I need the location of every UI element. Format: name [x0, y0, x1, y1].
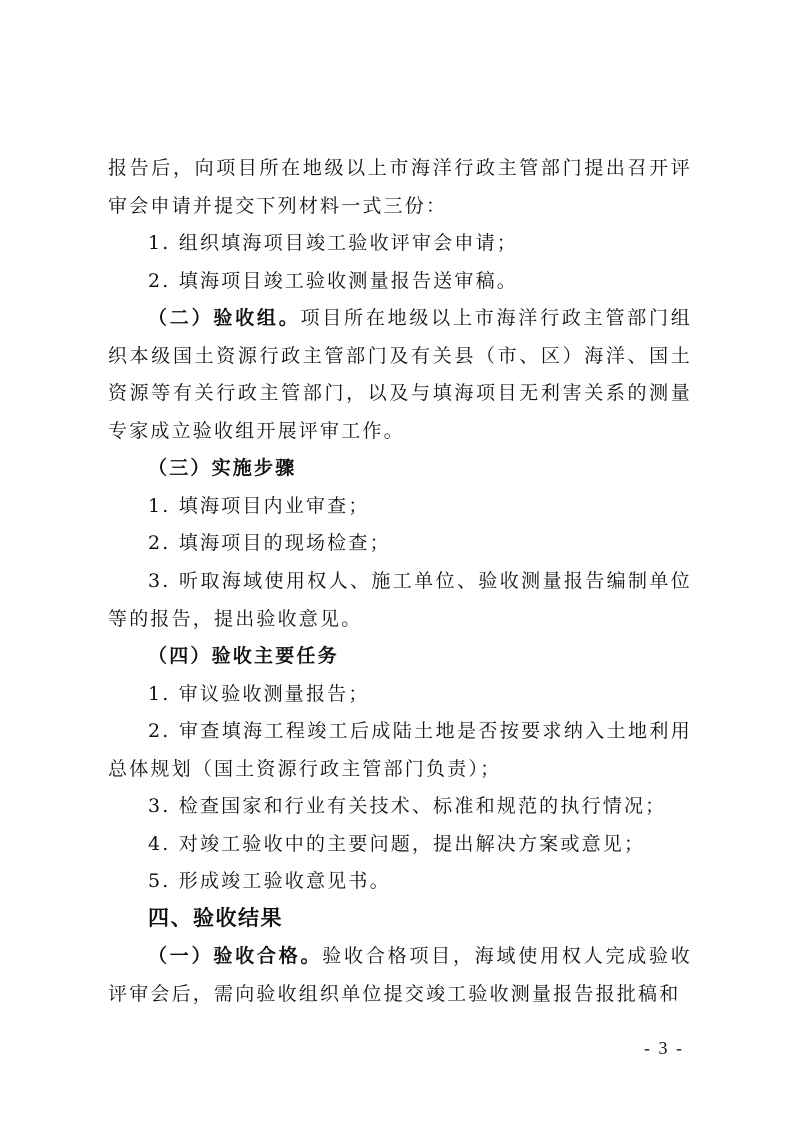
- section-heading-acceptance-results: 四、验收结果: [148, 906, 283, 930]
- list-item-task-3: 3. 检查国家和行业有关技术、标准和规范的执行情况；: [148, 795, 667, 817]
- paragraph-submission-materials: 报告后，向项目所在地级以上市海洋行政主管部门提出召开评审会申请并提交下列材料一式三份：: [108, 157, 692, 217]
- list-item-step-2: 2. 填海项目的现场检查；: [148, 532, 391, 554]
- list-item-step-1: 1. 填海项目内业审查；: [148, 495, 370, 517]
- page-number: - 3 -: [644, 1038, 684, 1058]
- section-lead-acceptance-group: （二）验收组。: [148, 307, 301, 329]
- list-item-task-4: 4. 对竣工验收中的主要问题，提出解决方案或意见；: [148, 833, 646, 855]
- paragraph-acceptance-group: [108, 300, 692, 450]
- subheading-main-tasks: （四）验收主要任务: [148, 645, 339, 667]
- list-item-2: 2. 填海项目竣工验收测量报告送审稿。: [148, 270, 518, 292]
- list-item-step-3: 3. 听取海域使用权人、施工单位、验收测量报告编制单位等的报告，提出验收意见。: [108, 570, 692, 630]
- section-lead-acceptance-passed: （一）验收合格。: [148, 945, 323, 967]
- list-item-task-2: 2. 审查填海工程竣工后成陆土地是否按要求纳入土地利用总体规划（国土资源行政主管部门负责）；: [108, 720, 692, 780]
- list-item-task-1: 1. 审议验收测量报告；: [148, 683, 370, 705]
- list-item-task-5: 5. 形成竣工验收意见书。: [148, 870, 391, 892]
- paragraph-acceptance-passed: [108, 938, 692, 1013]
- list-item-1: 1. 组织填海项目竣工验收评审会申请；: [148, 232, 518, 254]
- subheading-implementation-steps: （三）实施步骤: [148, 457, 297, 479]
- section-body-acceptance-passed: 验收合格项目，海域使用权人完成验收评审会后，需向验收组织单位提交竣工验收测量报告报批稿和: [108, 945, 692, 1005]
- section-body-acceptance-group: 项目所在地级以上市海洋行政主管部门组织本级国土资源行政主管部门及有关县（市、区）海洋、国土资源等有关行政主管部门，以及与填海项目无利害关系的测量专家成立验收组开展评审工作。: [108, 307, 692, 442]
